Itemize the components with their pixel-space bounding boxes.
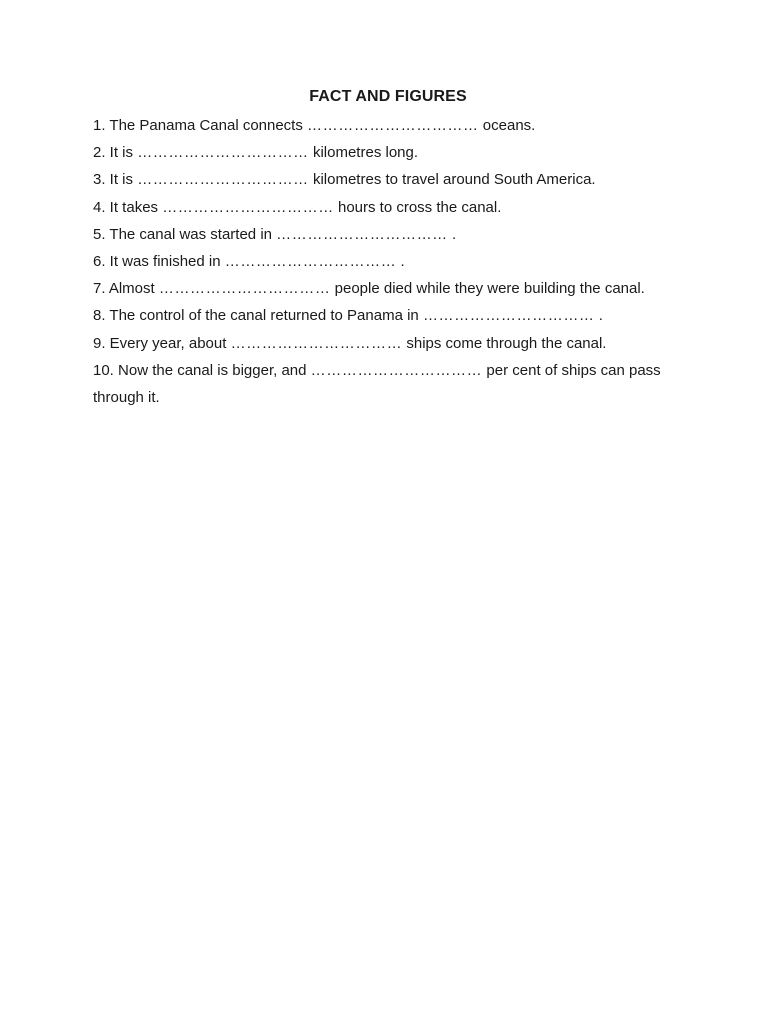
question-text: 9. Every year, about [93, 334, 231, 352]
question-text-end: . [447, 225, 457, 243]
question-text-end: kilometres to travel around South America. [308, 171, 596, 189]
question-item [93, 357, 683, 411]
question-item [93, 275, 683, 302]
question-text-end: . [396, 253, 405, 271]
answer-blank: …………………………… [224, 253, 397, 271]
worksheet-page [93, 86, 683, 411]
question-text-end: . [594, 307, 603, 325]
question-text-end: oceans. [478, 117, 536, 134]
answer-blank: …………………………… [307, 117, 479, 134]
question-text: 8. The control of the canal returned to Panama in [93, 307, 423, 325]
answer-blank: …………………………… [158, 280, 331, 298]
question-list [93, 112, 683, 411]
question-item [93, 330, 683, 357]
answer-blank: …………………………… [137, 144, 309, 162]
question-text-end: hours to cross the canal. [333, 198, 502, 216]
question-item [93, 139, 683, 166]
question-item [93, 112, 683, 139]
question-text: 6. It was finished in [93, 253, 225, 271]
question-text-end: kilometres long. [308, 144, 419, 162]
question-item [93, 302, 683, 329]
answer-blank: …………………………… [137, 171, 309, 189]
question-text: 5. The canal was started in [93, 225, 277, 243]
question-item [93, 221, 683, 248]
question-text-end: ships come through the canal. [402, 334, 607, 352]
question-text: 3. It is [93, 171, 138, 189]
question-item [93, 248, 683, 275]
page-title: FACT AND FIGURES [309, 88, 467, 105]
question-text-end: per cent of ships can pass through it. [93, 361, 661, 407]
question-item [93, 166, 683, 193]
question-text: 10. Now the canal is bigger, and [93, 361, 311, 379]
answer-blank: …………………………… [230, 334, 403, 352]
question-text: 2. It is [93, 144, 138, 162]
question-text: 7. Almost [93, 280, 159, 298]
question-item [93, 194, 683, 221]
answer-blank: …………………………… [310, 361, 483, 379]
question-text: 1. The Panama Canal connects [93, 117, 308, 134]
answer-blank: …………………………… [276, 225, 448, 243]
answer-blank: …………………………… [162, 198, 334, 216]
question-text: 4. It takes [93, 198, 163, 216]
question-text-end: people died while they were building the canal. [330, 280, 645, 298]
answer-blank: …………………………… [422, 307, 595, 325]
